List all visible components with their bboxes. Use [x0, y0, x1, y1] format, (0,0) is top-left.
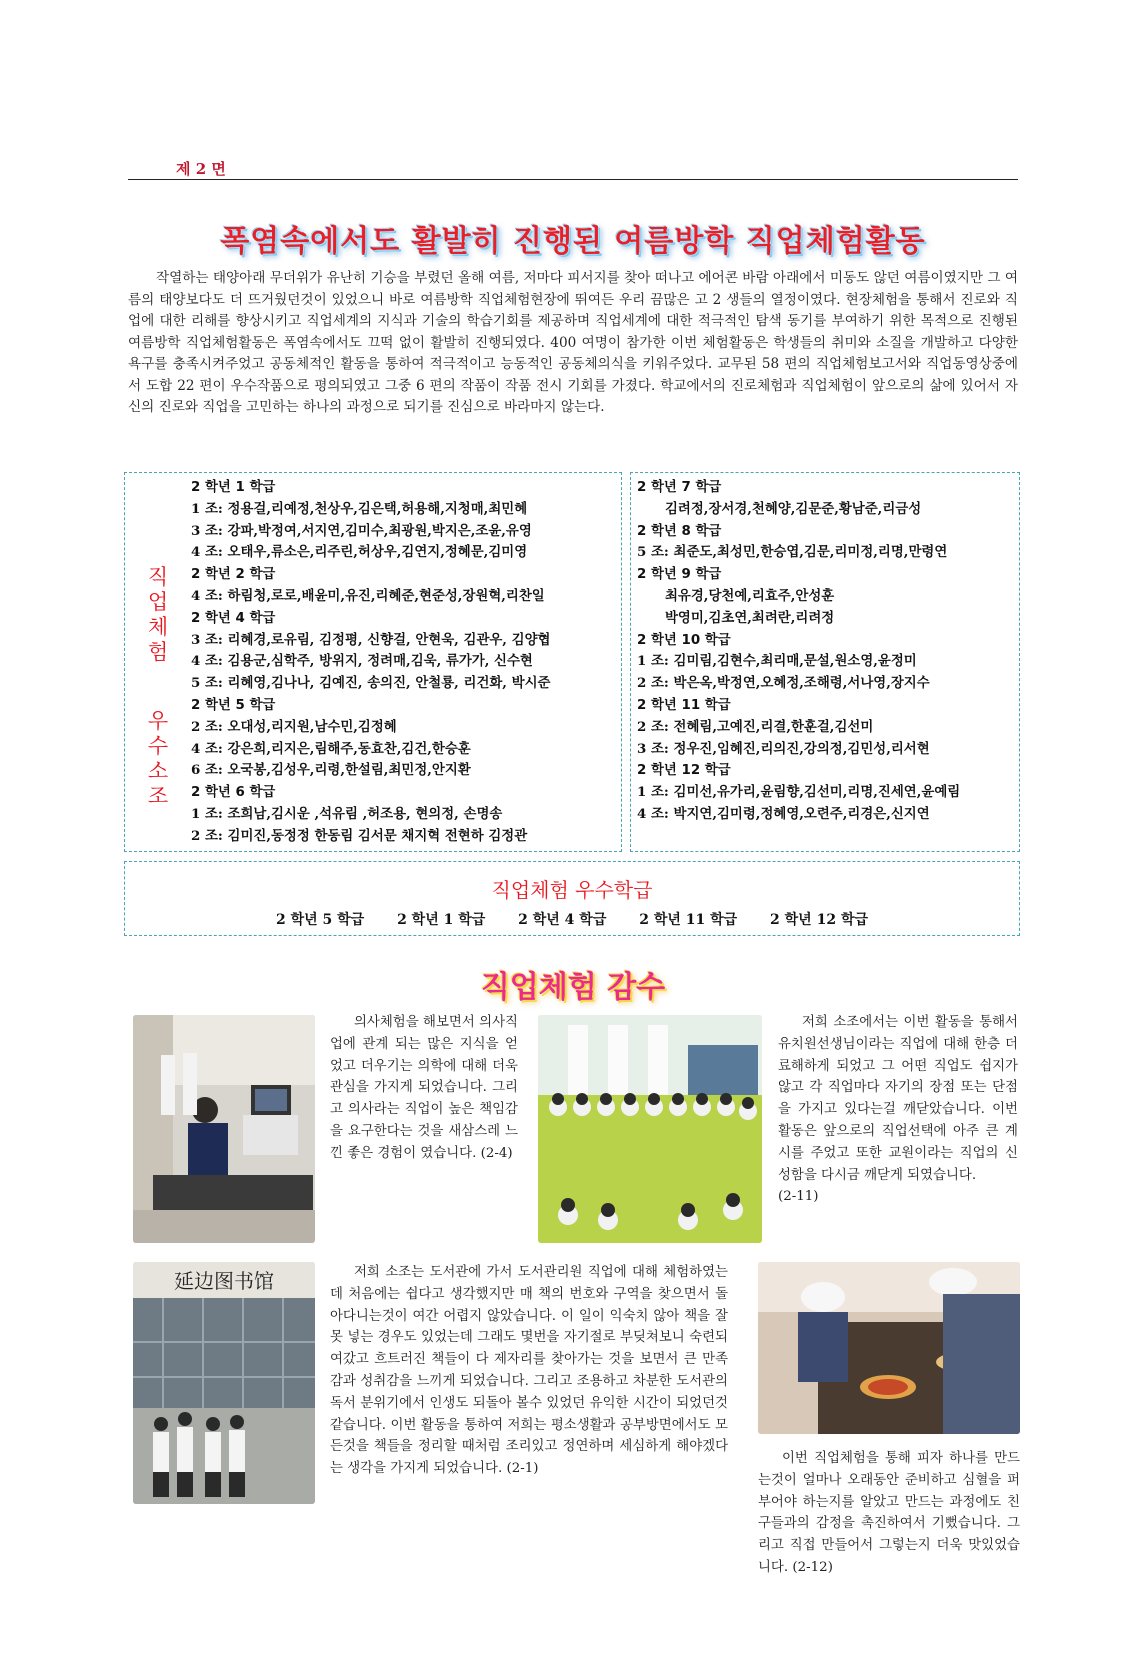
- page-number: 제 2 면: [176, 160, 226, 178]
- group-item: 1 조: 김미림,김현수,최리매,문설,원소영,윤정미: [637, 653, 917, 670]
- section-subtitle: 직업체험 감수: [480, 970, 666, 1005]
- vertical-label-char: 험: [147, 640, 169, 664]
- page-header: [128, 158, 1018, 180]
- excellent-groups-right-box: [630, 472, 1020, 852]
- library-experience-photo: [133, 1262, 315, 1504]
- group-item: 4 조: 박지연,김미령,정혜영,오련주,리경은,신지연: [637, 805, 930, 822]
- group-item: 박영미,김초연,최려란,리려정: [665, 609, 835, 626]
- class-heading: 2 학년 8 학급: [637, 523, 722, 539]
- vertical-label-char: 직: [147, 565, 169, 589]
- class-heading: 2 학년 1 학급: [191, 480, 276, 495]
- doctor-experience-photo: [133, 1015, 315, 1243]
- library-sign-text: 延边图书馆: [174, 1269, 274, 1293]
- class-heading: 2 학년 5 학급: [191, 697, 276, 713]
- group-item: 4 조: 김용군,심학주, 방위지, 정려매,김욱, 류가가, 신수현: [191, 653, 533, 670]
- kindergarten-experience-photo: [538, 1015, 762, 1243]
- vertical-label-char: 조: [147, 784, 169, 808]
- group-item: 3 조: 리혜경,로유림, 김정평, 신향걸, 안현욱, 김관우, 김양협: [191, 631, 551, 648]
- group-item: 4 조: 강은희,리지은,림해주,동효찬,김건,한승훈: [191, 740, 471, 757]
- group-item: 5 조: 리혜영,김나나, 김예진, 송의진, 안철룡, 리건화, 박시준: [191, 675, 551, 692]
- group-item: 2 조: 박은옥,박정연,오혜정,조해령,서나영,장지수: [637, 675, 930, 692]
- class-heading: 2 학년 7 학급: [637, 480, 722, 495]
- group-item: 5 조: 최준도,최성민,한승엽,김문,리미정,리명,만령연: [637, 544, 948, 561]
- group-item: 4 조: 하림청,로로,배윤미,유진,리혜준,현준성,장원혁,리찬일: [191, 587, 545, 604]
- vertical-label-char: 소: [147, 759, 169, 783]
- class-heading: 2 학년 9 학급: [637, 567, 722, 583]
- pizza-essay-text: 이번 직업체험을 통해 피자 하나를 만드는것이 얼마나 오래동안 준비하고 심혈을 퍼부어야 하는지를 알았고 만드는 과정에도 친구들과의 감정을 촉진하여서 기뻤습니다. 그리고 직접 만들어서 그렇는지 더욱 맛있었습니다. (2-12): [758, 1451, 1020, 1575]
- group-item: 2 조: 전혜림,고예진,리결,한훈걸,김선미: [637, 718, 874, 735]
- doctor-essay-text: 의사체험을 해보면서 의사직업에 관계 되는 많은 지식을 얻었고 더우기는 의학에 대해 더욱 관심을 가지게 되었습니다. 그리고 의사라는 직업이 높은 책임감을 요구한다는 것을 새삼스레 느낀 좋은 경험이 였습니다. (2-4): [330, 1015, 518, 1161]
- excellent-classes-list: [125, 909, 1019, 929]
- library-essay: [330, 1262, 728, 1480]
- group-item: 6 조: 오국봉,김성우,리령,한설림,최민정,안지환: [191, 762, 471, 779]
- doctor-essay: [330, 1012, 518, 1165]
- kindergarten-essay-text: 저희 소조에서는 이번 활동을 통해서 유치원선생님이라는 직업에 대해 한층 더 료해하게 되었고 그 어떤 직업도 쉽지가 않고 각 직업마다 자기의 장점 또는 단점을 가지고 있다는걸 깨닫았습니다. 이번 활동은 앞으로의 직업선택에 아주 큰 계시를 주었고 또한 교원이라는 직업의 신성함을 다시금 깨닫게 되였습니다.: [778, 1015, 1018, 1183]
- library-essay-text: 저희 소조는 도서관에 가서 도서관리원 직업에 대해 체험하였는데 처음에는 쉽다고 생각했지만 매 책의 번호와 구역을 찾으면서 돌아다니는것이 여간 어렵지 않았습니다. 이 일이 익숙치 않아 책을 잘못 넣는 경우도 있었는데 그래도 몇번을 자기절로 부딪쳐보니 숙련되여갔고 흐트러진 책들이 다 제자리를 찾아가는 것을 보면서 큰 만족감과 성취감을 느끼게 되었습니다. 그리고 조용하고 차분한 도서관의 독서 분위기에서 인생도 되돌아 볼수 있었던 유익한 시간이 되었던것 같습니다. 이번 활동을 통하여 저희는 평소생활과 공부방면에서도 모든것을 책들을 정리할 때처럼 조리있고 정연하며 세심하게 해야겠다는 생각을 가지게 되었습니다. (2-1): [330, 1265, 728, 1477]
- group-item: 4 조: 오태우,류소은,리주린,허상우,김연지,정혜문,김미영: [191, 544, 528, 561]
- excellent-groups-left-box: [124, 472, 622, 852]
- group-item: 3 조: 정우진,임혜진,리의진,강의정,김민성,리서현: [637, 740, 930, 757]
- group-item: 1 조: 정용걸,리예정,천상우,김은택,허용해,지청매,최민혜: [191, 500, 528, 517]
- group-item: 2 조: 김미진,동정정 한동림 김서문 채지혁 전현하 김정관: [191, 827, 528, 844]
- main-title: 폭염속에서도 활발히 진행된 여름방학 직업체험활동: [220, 224, 926, 259]
- class-heading: 2 학년 10 학급: [637, 632, 731, 648]
- group-item: 1 조: 조희남,김시운 ,석유림 ,허조용, 현의정, 손명송: [191, 805, 503, 822]
- group-item: 3 조: 강파,박정여,서지연,김미수,최광원,박지은,조윤,유영: [191, 522, 532, 539]
- excellent-class: 2 학년 5 학급: [275, 912, 365, 928]
- excellent-classes-title: 직업체험 우수학급: [491, 878, 653, 902]
- class-heading: 2 학년 4 학급: [191, 610, 276, 626]
- pizza-essay: [758, 1448, 1020, 1579]
- excellent-classes-box: [124, 861, 1020, 936]
- group-item: 2 조: 오대성,리지원,남수민,김정혜: [191, 718, 397, 735]
- vertical-label-char: 체: [147, 615, 169, 639]
- vertical-label-char: 업: [147, 590, 169, 614]
- group-list-left: [191, 477, 550, 848]
- class-heading: 2 학년 6 학급: [191, 785, 276, 801]
- intro-paragraph: 작열하는 태양아래 무더위가 유난히 기승을 부렸던 올해 여름, 저마다 피서지를 찾아 떠나고 에어콘 바람 아래에서 미동도 않던 여름이였지만 그 여름의 태양보다도 더 뜨거웠던것이 있었으니 바로 여름방학 직업체험현장에 뛰여든 우리 끔많은 고 2 생들의 열정이였다. 현장체험을 통해서 진로와 직업에 대한 리해를 향상시키고 직업세계의 지식과 기술의 학습기회를 제공하며 직업세계에 대한 적극적인 탐색 동기를 부여하기 위한 목적으로 진행된 여름방학 직업체험활동은 폭염속에서도 끄떡 없이 활발히 진행되였다. 400 여명이 참가한 이번 체험활동은 학생들의 취미와 소질을 개발하고 다양한 욕구를 충족시켜주었고 공동체적인 활동을 통하여 적극적이고 능동적인 공동체의식을 키워주었다. 교무된 58 편의 직업체험보고서와 직업동영상중에서 도합 22 편이 우수작품으로 평의되였고 그중 6 편의 작품이 작품 전시 기회를 가졌다. 학교에서의 진로체험과 직업체험이 앞으로의 삶에 있어서 자신의 진로와 직업을 고민하는 하나의 과정으로 되기를 진심으로 바라마지 않는다.: [128, 270, 1018, 415]
- kindergarten-essay-tag: (2-11): [778, 1189, 819, 1205]
- class-heading: 2 학년 2 학급: [191, 567, 276, 583]
- group-item: 김려정,장서경,천혜양,김문준,황남준,리금성: [665, 500, 922, 517]
- pizza-experience-photo: [758, 1262, 1020, 1434]
- group-item: 최유경,당천예,리효주,안성훈: [665, 587, 835, 604]
- vertical-label-char: 수: [147, 734, 169, 758]
- vertical-label: [147, 565, 169, 809]
- class-heading: 2 학년 11 학급: [637, 697, 731, 713]
- excellent-class: 2 학년 4 학급: [518, 912, 607, 928]
- excellent-class: 2 학년 11 학급: [639, 912, 738, 928]
- excellent-class: 2 학년 12 학급: [770, 912, 868, 928]
- intro-article: [128, 268, 1018, 419]
- class-heading: 2 학년 12 학급: [637, 763, 731, 779]
- group-list-right: [637, 477, 960, 826]
- excellent-class: 2 학년 1 학급: [397, 912, 486, 928]
- vertical-label-char: 우: [147, 709, 169, 733]
- kindergarten-essay: [778, 1012, 1018, 1208]
- group-item: 1 조: 김미선,유가리,윤림향,김선미,리명,진세연,윤예림: [637, 784, 961, 801]
